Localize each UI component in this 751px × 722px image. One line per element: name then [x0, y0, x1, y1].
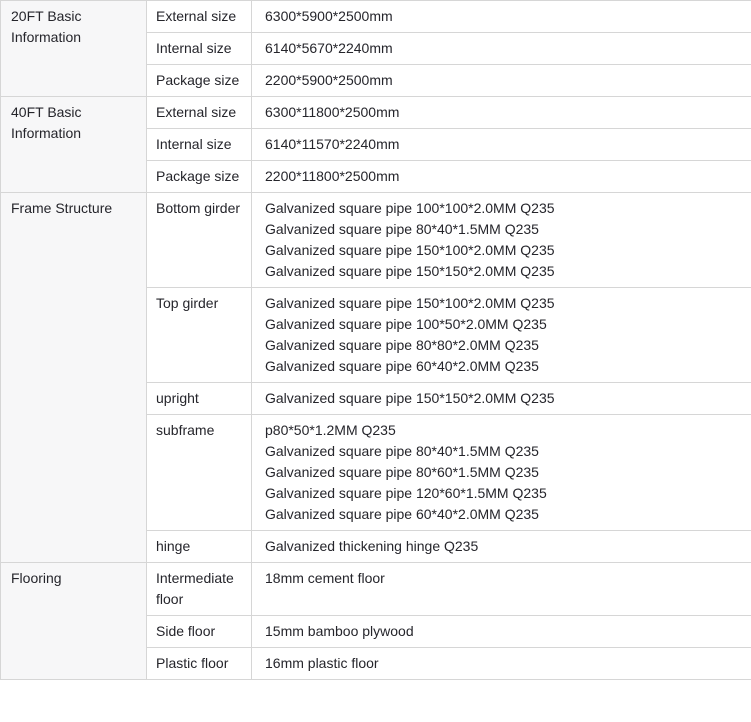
spec-value-line: 2200*5900*2500mm — [265, 72, 393, 88]
spec-value-cell — [252, 616, 751, 648]
spec-label-cell: Internal size — [147, 129, 252, 161]
category-cell: Frame Structure — [1, 193, 147, 563]
spec-label-cell: Internal size — [147, 33, 252, 65]
spec-value-line: 6300*5900*2500mm — [265, 8, 393, 24]
spec-value-cell — [252, 65, 751, 97]
spec-value-cell — [252, 531, 751, 563]
spec-value-cell — [252, 415, 751, 531]
spec-value-line: Galvanized square pipe 80*60*1.5MM Q235 — [265, 464, 539, 480]
spec-value-line: Galvanized square pipe 60*40*2.0MM Q235 — [265, 506, 539, 522]
spec-label-cell: Plastic floor — [147, 648, 252, 680]
spec-value-line: 6140*5670*2240mm — [265, 40, 393, 56]
spec-label-cell: Top girder — [147, 288, 252, 383]
spec-value-line: 2200*11800*2500mm — [265, 168, 400, 184]
spec-label-cell: Intermediate floor — [147, 563, 252, 616]
spec-label-cell: Package size — [147, 65, 252, 97]
spec-value-line: 15mm bamboo plywood — [265, 623, 414, 639]
category-cell: 40FT Basic Information — [1, 97, 147, 193]
spec-value-cell — [252, 288, 751, 383]
spec-value-line: Galvanized square pipe 80*80*2.0MM Q235 — [265, 337, 539, 353]
spec-value-line: Galvanized square pipe 150*150*2.0MM Q235 — [265, 390, 555, 406]
spec-value-cell — [252, 648, 751, 680]
spec-label-cell: hinge — [147, 531, 252, 563]
table-row — [1, 97, 751, 129]
spec-value-line: Galvanized square pipe 150*150*2.0MM Q235 — [265, 263, 555, 279]
spec-label-cell: subframe — [147, 415, 252, 531]
spec-value-line: 6300*11800*2500mm — [265, 104, 400, 120]
spec-value-cell — [252, 97, 751, 129]
spec-value-cell — [252, 1, 751, 33]
spec-value-line: Galvanized square pipe 100*100*2.0MM Q235 — [265, 200, 555, 216]
spec-value-cell — [252, 33, 751, 65]
spec-label-cell: External size — [147, 97, 252, 129]
table-row — [1, 563, 751, 616]
spec-table-body — [1, 1, 751, 680]
spec-value-cell — [252, 383, 751, 415]
spec-label-cell: Side floor — [147, 616, 252, 648]
spec-value-line: 18mm cement floor — [265, 570, 385, 586]
spec-value-cell — [252, 161, 751, 193]
spec-value-line: p80*50*1.2MM Q235 — [265, 422, 396, 438]
table-row — [1, 1, 751, 33]
spec-value-line: Galvanized square pipe 60*40*2.0MM Q235 — [265, 358, 539, 374]
spec-value-line: 6140*11570*2240mm — [265, 136, 400, 152]
spec-value-line: Galvanized square pipe 100*50*2.0MM Q235 — [265, 316, 547, 332]
spec-value-line: 16mm plastic floor — [265, 655, 379, 671]
table-row — [1, 193, 751, 288]
spec-label-cell: External size — [147, 1, 252, 33]
category-cell: 20FT Basic Information — [1, 1, 147, 97]
spec-value-line: Galvanized square pipe 150*100*2.0MM Q235 — [265, 242, 555, 258]
spec-value-line: Galvanized square pipe 120*60*1.5MM Q235 — [265, 485, 547, 501]
category-cell: Flooring — [1, 563, 147, 680]
spec-label-cell: Package size — [147, 161, 252, 193]
spec-value-line: Galvanized square pipe 150*100*2.0MM Q235 — [265, 295, 555, 311]
spec-value-line: Galvanized thickening hinge Q235 — [265, 538, 479, 554]
spec-value-line: Galvanized square pipe 80*40*1.5MM Q235 — [265, 221, 539, 237]
spec-value-cell — [252, 193, 751, 288]
spec-value-cell — [252, 563, 751, 616]
spec-label-cell: Bottom girder — [147, 193, 252, 288]
spec-value-cell — [252, 129, 751, 161]
spec-label-cell: upright — [147, 383, 252, 415]
spec-value-line: Galvanized square pipe 80*40*1.5MM Q235 — [265, 443, 539, 459]
